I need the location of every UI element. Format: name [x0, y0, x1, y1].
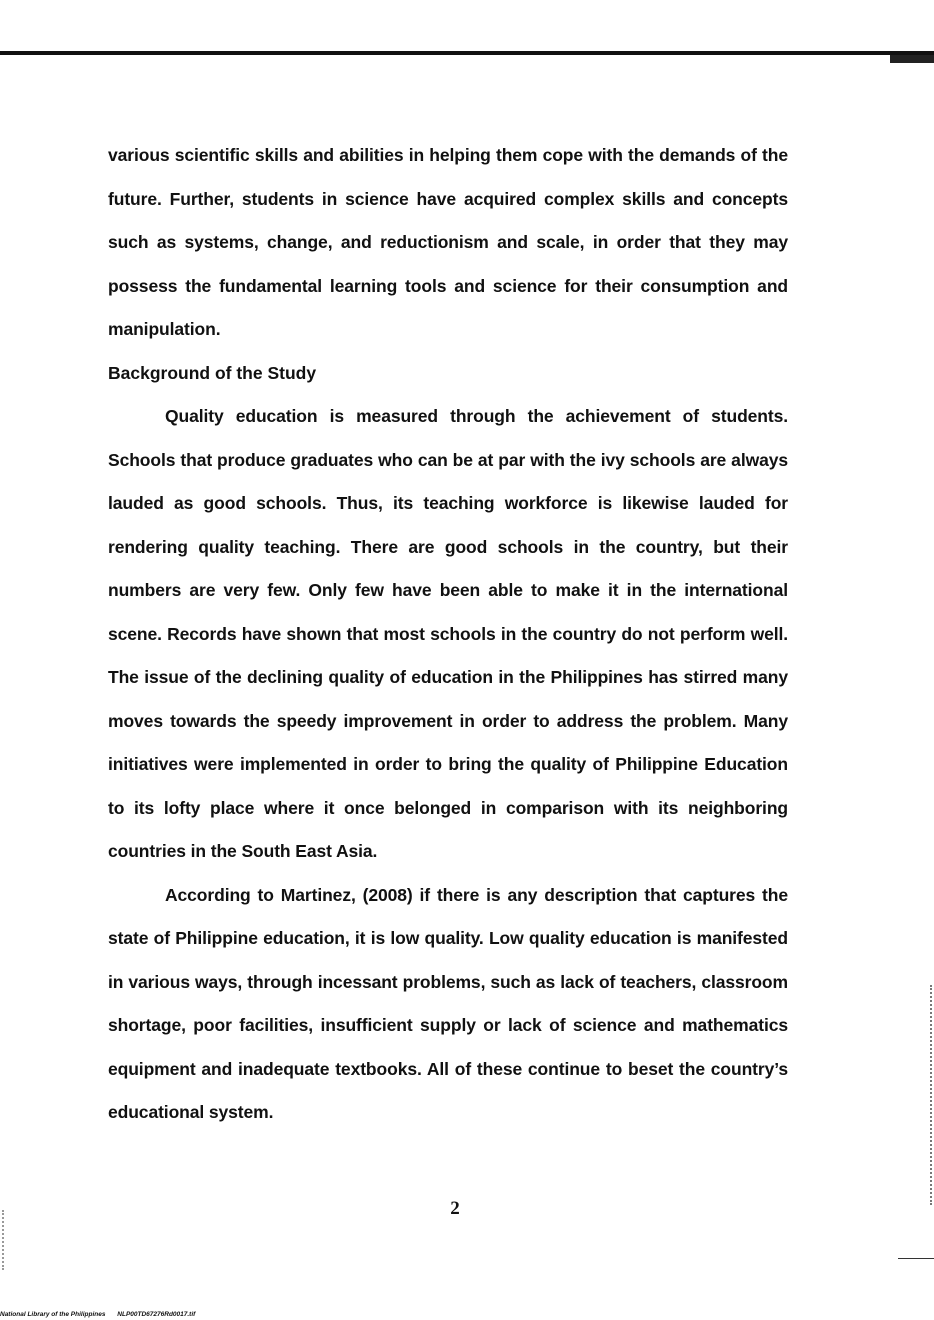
background-paragraph-2: According to Martinez, (2008) if there is any description that captures the state of Philippine education, it is low quality. Low quality education is manifested in various ways, through incessant problems, such as lack of teachers, classroom shortage, poor facilities, insufficient supply or lack of science and mathematics equipment and inadequate textbooks. All of these continue to beset the country’s educational system.: [108, 884, 788, 1122]
scan-footer: [0, 1311, 195, 1318]
intro-paragraph: various scientific skills and abilities in helping them cope with the demands of the future. Further, students in science have acquired complex skills and concepts such as systems, change, and reductionism and scale, in order that they may possess the fundamental learning tools and science for their consumption and manipulation.: [108, 145, 788, 339]
top-rule: [0, 51, 934, 55]
scan-footer-library: National Library of the Philippines: [0, 1311, 106, 1318]
scan-edge-artifact: [928, 985, 932, 1205]
background-paragraph-1: Quality education is measured through the achievement of students. Schools that produce graduates who can be at par with the ivy schools are always lauded as good schools. Thus, its teaching workforce is likewise lauded for rendering quality teaching. There are good schools in the country, but their numbers are very few. Only few have been able to make it in the international scene. Records have shown that most schools in the country do not perform well. The issue of the declining quality of education in the Philippines has stirred many moves towards the speedy improvement in order to address the problem. Many initiatives were implemented in order to bring the quality of Philippine Education to its lofty place where it once belonged in comparison with its neighboring countries in the South East Asia.: [108, 406, 788, 861]
page-number: 2: [450, 1198, 460, 1219]
page-body: [108, 134, 788, 1135]
top-rule-mark: [890, 55, 934, 63]
scan-edge-line: [898, 1258, 934, 1259]
section-heading: Background of the Study: [108, 362, 317, 383]
scan-footer-file-id: NLP00TD67276Rd0017.tif: [117, 1311, 196, 1318]
